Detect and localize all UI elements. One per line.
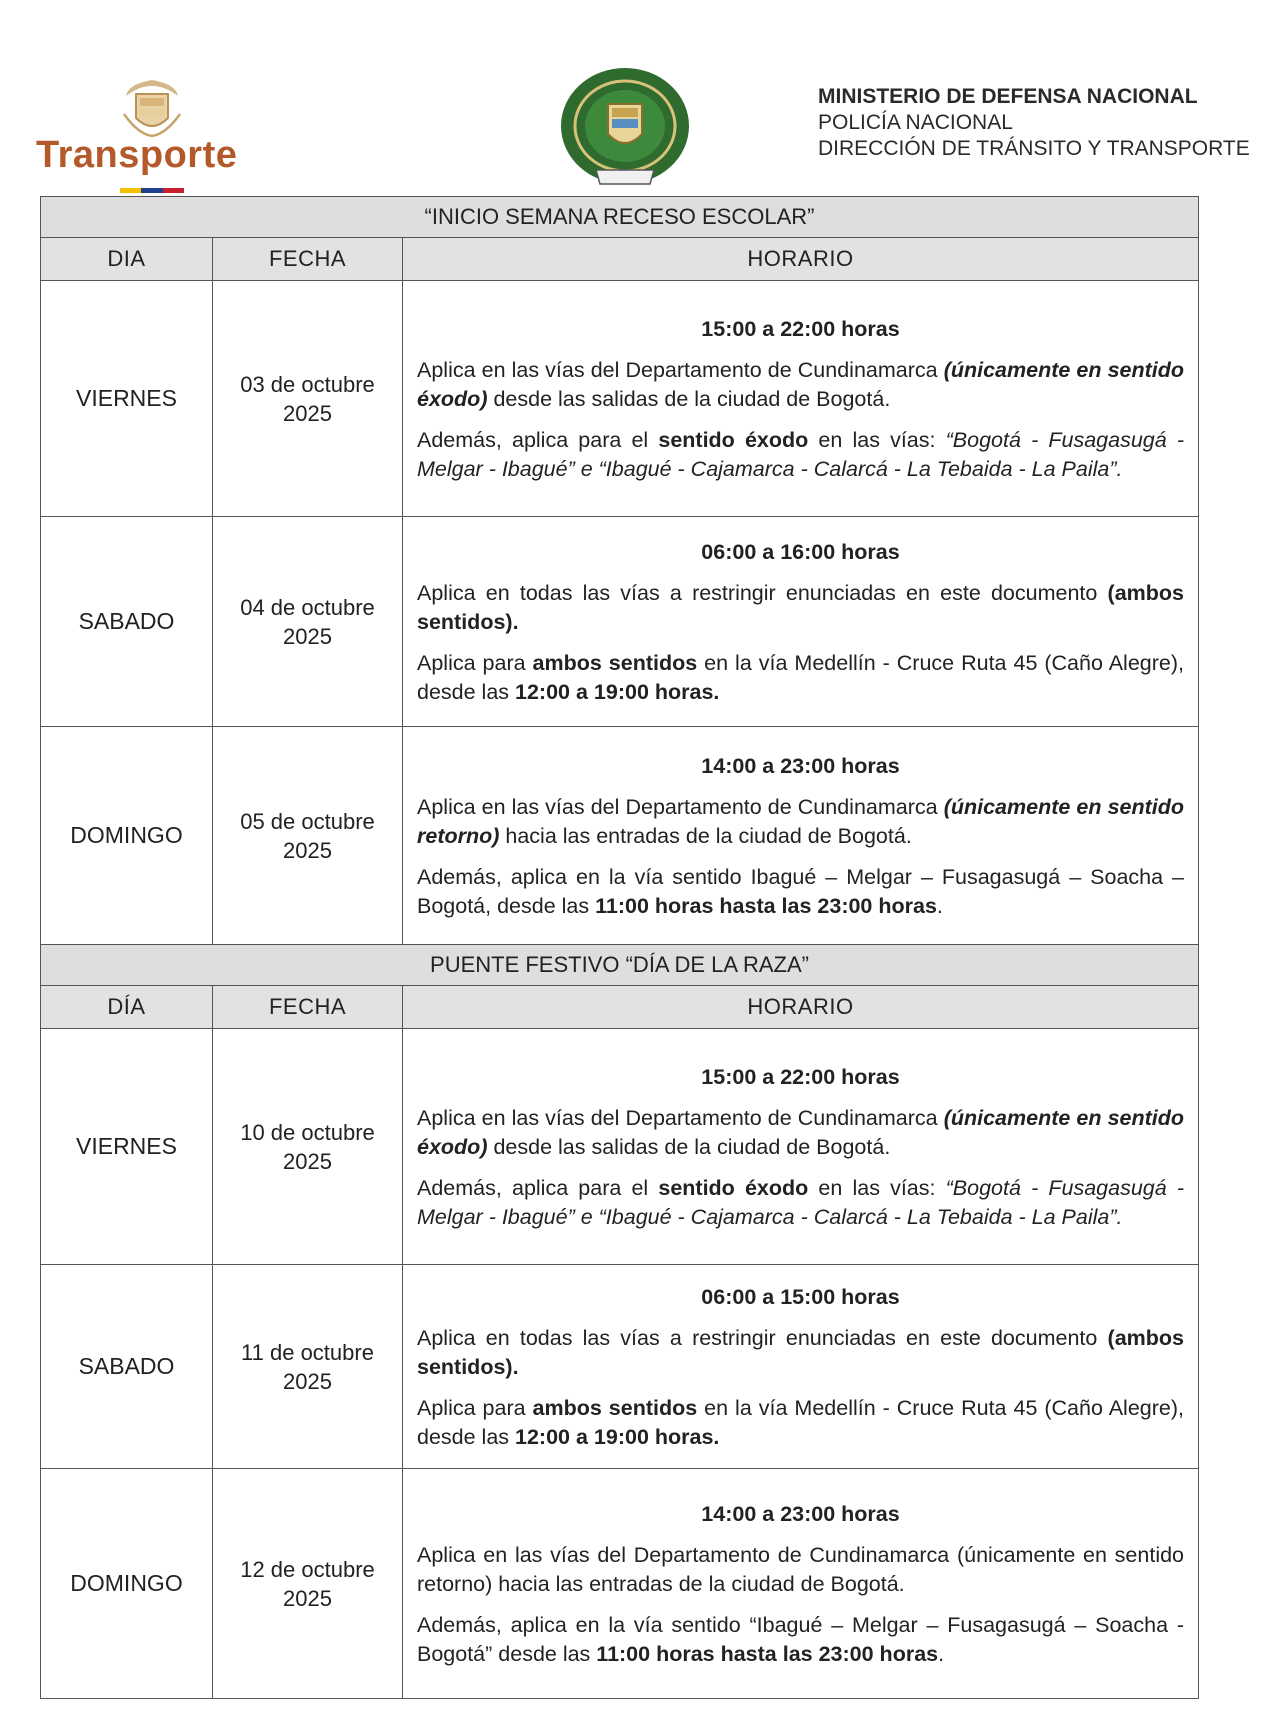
hours-range: 06:00 a 15:00 horas <box>701 1285 900 1309</box>
text: Aplica para <box>417 1396 533 1420</box>
schedule-paragraph <box>417 793 1184 851</box>
col-head-date: FECHA <box>213 986 403 1029</box>
day-cell: VIERNES <box>41 1029 213 1265</box>
emphasis: sentido éxodo <box>658 428 809 452</box>
schedule-cell <box>403 1029 1199 1265</box>
text: Además, aplica para el <box>417 428 659 452</box>
date-cell <box>213 517 403 727</box>
schedule-paragraph <box>417 649 1184 707</box>
schedule-cell <box>403 1265 1199 1469</box>
emphasis: ambos sentidos <box>532 1396 698 1420</box>
table-row <box>41 1265 1199 1469</box>
flag-red <box>163 188 184 193</box>
year-line: 2025 <box>283 837 332 863</box>
text: desde las salidas de la ciudad de Bogotá. <box>487 1135 891 1159</box>
date-cell <box>213 727 403 945</box>
date-cell <box>213 1029 403 1265</box>
section-title-row <box>41 197 1199 238</box>
date-line: 04 de octubre <box>240 594 375 620</box>
year-line: 2025 <box>283 1585 332 1611</box>
section-title: “INICIO SEMANA RECESO ESCOLAR” <box>41 197 1199 238</box>
ministry-line-3: DIRECCIÓN DE TRÁNSITO Y TRANSPORTE <box>818 137 1250 160</box>
schedule-paragraph <box>417 1611 1184 1669</box>
col-head-time: HORARIO <box>403 238 1199 281</box>
document-header <box>0 0 1286 200</box>
ministry-line-2: POLICÍA NACIONAL <box>818 111 1013 134</box>
hours-range: 14:00 a 23:00 horas <box>701 754 900 778</box>
schedule-paragraph <box>417 579 1184 637</box>
schedule-cell <box>403 727 1199 945</box>
col-head-date: FECHA <box>213 238 403 281</box>
date-cell <box>213 1265 403 1469</box>
coat-of-arms-icon <box>118 74 186 140</box>
year-line: 2025 <box>283 623 332 649</box>
column-header-row <box>41 986 1199 1029</box>
flag-blue <box>141 188 162 193</box>
schedule-cell <box>403 1469 1199 1699</box>
text: Aplica para <box>417 651 533 675</box>
emphasis: 12:00 a 19:00 horas. <box>515 1425 720 1449</box>
flag-stripe <box>120 188 184 193</box>
text: en las vías: <box>808 1176 946 1200</box>
year-line: 2025 <box>283 1148 332 1174</box>
table-row <box>41 727 1199 945</box>
route-names: “Bogotá - Fusagasugá - Melgar - Ibagué” e “Ibagué - Cajamarca - Calarcá - La Tebaida - La Paila”. <box>417 428 1185 481</box>
hours-range: 15:00 a 22:00 horas <box>701 1065 900 1089</box>
restriction-schedule-table <box>40 196 1199 1699</box>
emphasis: sentido éxodo <box>658 1176 809 1200</box>
text: Aplica en todas las vías a restringir enunciadas en este documento <box>417 1326 1108 1350</box>
date-line: 03 de octubre <box>240 371 375 397</box>
text: Aplica en las vías del Departamento de Cundinamarca <box>417 1106 944 1130</box>
schedule-paragraph <box>417 356 1184 414</box>
year-line: 2025 <box>283 400 332 426</box>
route-names: “Bogotá - Fusagasugá - Melgar - Ibagué” e “Ibagué - Cajamarca - Calarcá - La Tebaida - La Paila”. <box>417 1176 1185 1229</box>
emphasis: ambos sentidos <box>532 651 698 675</box>
text: Aplica en todas las vías a restringir enunciadas en este documento <box>417 581 1108 605</box>
schedule-paragraph <box>417 1541 1184 1599</box>
text: hacia las entradas de la ciudad de Bogotá. <box>499 824 912 848</box>
day-cell: SABADO <box>41 517 213 727</box>
ministry-line-1: MINISTERIO DE DEFENSA NACIONAL <box>818 85 1198 108</box>
table-row <box>41 281 1199 517</box>
text: . <box>938 1642 945 1666</box>
section-title-row <box>41 945 1199 986</box>
text: Además, aplica en la vía sentido Ibagué – Melgar – Fusagasugá – Soacha – Bogotá, desde las <box>417 865 1185 918</box>
date-line: 10 de octubre <box>240 1119 375 1145</box>
day-cell: VIERNES <box>41 281 213 517</box>
date-cell <box>213 281 403 517</box>
schedule-cell <box>403 281 1199 517</box>
emphasis: (ambos sentidos). <box>417 581 1185 634</box>
schedule-paragraph <box>417 426 1184 484</box>
table-row <box>41 517 1199 727</box>
text: Aplica en las vías del Departamento de Cundinamarca (únicamente en sentido retorno) hacia las entradas de la ciudad de Bogotá. <box>417 1543 1185 1596</box>
emphasis: 11:00 horas hasta las 23:00 horas <box>596 1642 939 1666</box>
day-cell: DOMINGO <box>41 727 213 945</box>
emphasis: (ambos sentidos). <box>417 1326 1185 1379</box>
text: Aplica en las vías del Departamento de Cundinamarca <box>417 795 944 819</box>
schedule-cell <box>403 517 1199 727</box>
text: en la vía Medellín - Cruce Ruta 45 (Caño Alegre), desde las <box>417 1396 1184 1449</box>
ministry-heading <box>818 84 1250 162</box>
police-seal-icon <box>556 66 694 192</box>
emphasis: 12:00 a 19:00 horas. <box>515 680 720 704</box>
schedule-paragraph <box>417 1394 1184 1452</box>
text: . <box>936 894 943 918</box>
emphasis: (únicamente en sentido éxodo) <box>417 358 1185 411</box>
date-line: 05 de octubre <box>240 808 375 834</box>
table-row <box>41 1469 1199 1699</box>
date-line: 12 de octubre <box>240 1556 375 1582</box>
hours-range: 06:00 a 16:00 horas <box>701 540 900 564</box>
col-head-day: DIA <box>41 238 213 281</box>
emphasis: 11:00 horas hasta las 23:00 horas <box>595 894 937 918</box>
text: Además, aplica para el <box>417 1176 659 1200</box>
date-line: 11 de octubre <box>241 1339 374 1365</box>
schedule-paragraph <box>417 1324 1184 1382</box>
year-line: 2025 <box>283 1368 332 1394</box>
day-cell: DOMINGO <box>41 1469 213 1699</box>
transporte-logo-text: Transporte <box>36 134 238 176</box>
schedule-paragraph <box>417 1174 1184 1232</box>
col-head-day: DÍA <box>41 986 213 1029</box>
text: Aplica en las vías del Departamento de Cundinamarca <box>417 358 944 382</box>
schedule-paragraph <box>417 863 1184 921</box>
emphasis: (únicamente en sentido éxodo) <box>417 1106 1185 1159</box>
hours-range: 14:00 a 23:00 horas <box>701 1502 900 1526</box>
flag-yellow <box>120 188 141 193</box>
table-row <box>41 1029 1199 1265</box>
column-header-row <box>41 238 1199 281</box>
text: en las vías: <box>808 428 946 452</box>
section-title: PUENTE FESTIVO “DÍA DE LA RAZA” <box>41 945 1199 986</box>
text: en la vía Medellín - Cruce Ruta 45 (Caño Alegre), desde las <box>417 651 1184 704</box>
col-head-time: HORARIO <box>403 986 1199 1029</box>
date-cell <box>213 1469 403 1699</box>
emphasis: (únicamente en sentido retorno) <box>417 795 1185 848</box>
schedule-paragraph <box>417 1104 1184 1162</box>
text: Además, aplica en la vía sentido “Ibagué – Melgar – Fusagasugá – Soacha - Bogotá” desde las <box>417 1613 1185 1666</box>
day-cell: SABADO <box>41 1265 213 1469</box>
hours-range: 15:00 a 22:00 horas <box>701 317 900 341</box>
text: desde las salidas de la ciudad de Bogotá. <box>487 387 891 411</box>
